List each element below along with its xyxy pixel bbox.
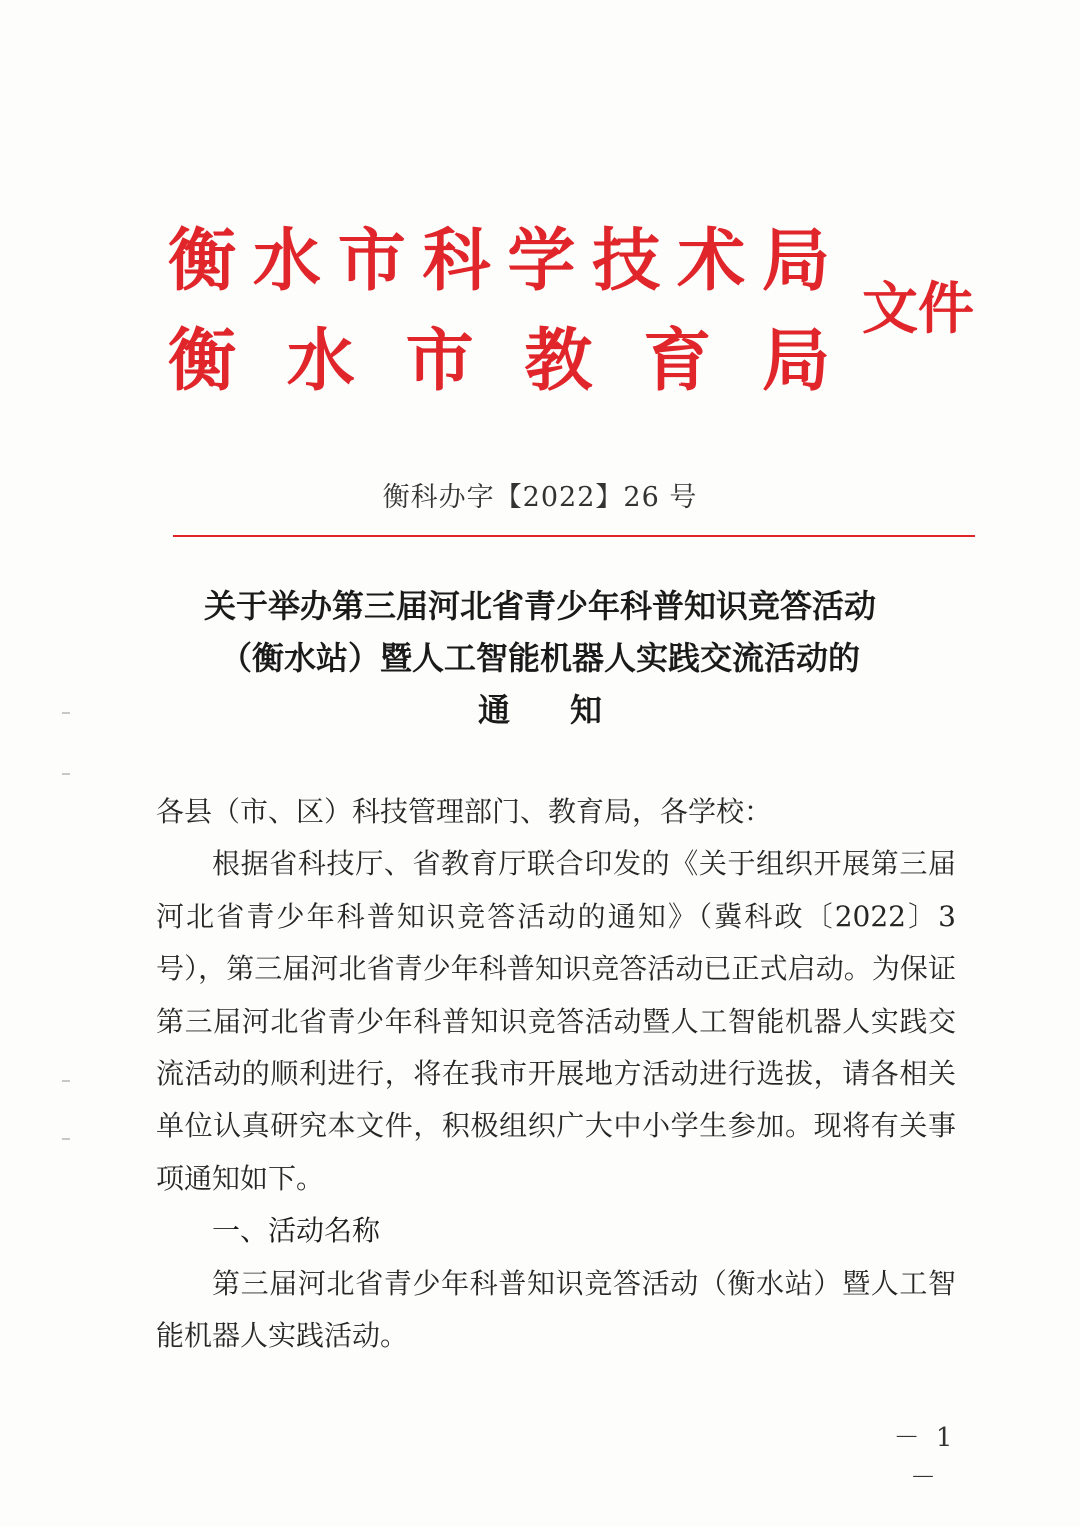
document-number: 衡科办字【2022】26 号 <box>382 482 698 513</box>
section-heading: 一、活动名称 <box>212 1214 381 1248</box>
section-paragraph: 第三届河北省青少年科普知识竞答活动（衡水站）暨人工智能机器人实践活动。 <box>156 1266 956 1353</box>
red-divider-line <box>173 535 975 537</box>
title-line-1: 关于举办第三届河北省青少年科普知识竞答活动 <box>203 587 876 625</box>
document-title <box>0 580 1080 736</box>
document-body <box>156 786 956 1362</box>
scan-mark <box>62 1138 70 1140</box>
title-line-3: 通知 <box>477 691 662 729</box>
body-paragraph: 根据省科技厅、省教育厅联合印发的《关于组织开展第三届河北省青少年科普知识竞答活动的通知》（冀科政〔2022〕3 号），第三届河北省青少年科普知识竞答活动已正式启动。为保证第三届河北省青少年科普知识竞答活动暨人工智能机器人实践交流活动的顺利进行，将在我市开展地方活动进行选拔，请各相关单位认真研究本文件，积极组织广大中小学生参加。现将有关事项通知如下。 <box>156 847 956 1195</box>
issuing-authority-header <box>168 222 1008 402</box>
scan-mark <box>62 1080 70 1082</box>
org-name-science-bureau: 衡 水 市 科 学 技 术 局 <box>168 222 830 301</box>
scan-mark <box>62 712 70 714</box>
salutation: 各县（市、区）科技管理部门、教育局，各学校： <box>156 795 773 828</box>
document-type-label: 文件 <box>862 277 974 342</box>
page-number: － 1 － <box>893 1423 957 1493</box>
scan-mark <box>62 773 70 775</box>
title-line-2: （衡水站）暨人工智能机器人实践交流活动的 <box>219 639 860 677</box>
org-name-education-bureau: 衡 水 市 教 育 局 <box>168 322 830 401</box>
